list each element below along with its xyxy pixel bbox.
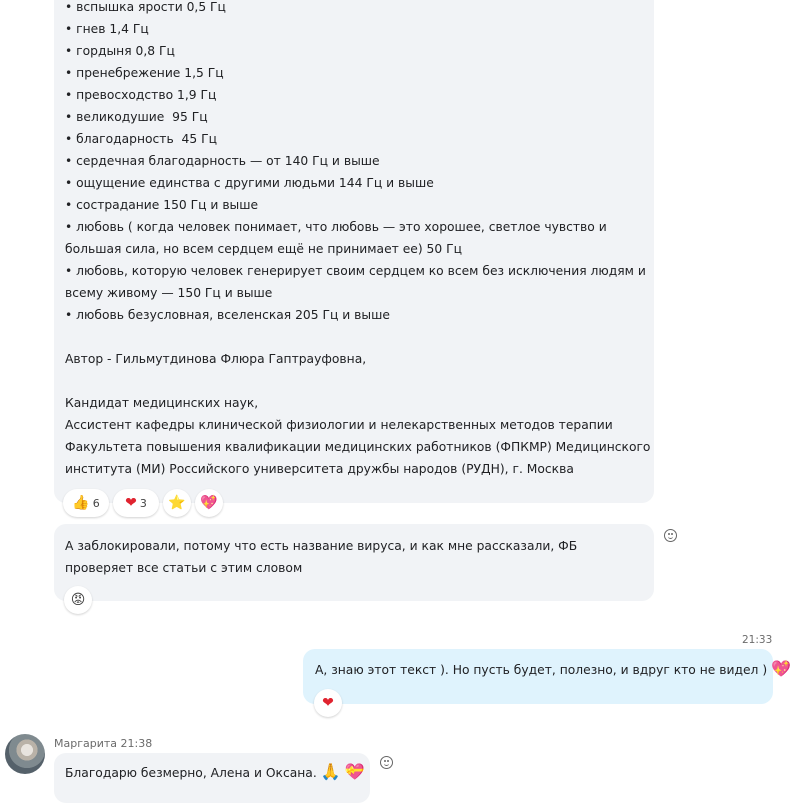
message-line: • сострадание 150 Гц и выше <box>65 198 259 212</box>
message-line: Факультета повышения квалификации медицинских работников (ФПКМР) Медицинского <box>65 440 651 454</box>
message-line: • гнев 1,4 Гц <box>65 22 149 36</box>
message-line: • благодарность 45 Гц <box>65 132 217 146</box>
thumbs-up-icon: 👍 <box>72 495 90 511</box>
message-line: Ассистент кафедры клинической физиологии и нелекарственных методов терапии <box>65 418 613 432</box>
message-line: • гордыня 0,8 Гц <box>65 44 175 58</box>
message-line: • великодушие 95 Гц <box>65 110 208 124</box>
folded-hands-icon: 🙏 <box>320 762 341 781</box>
message-line <box>65 370 650 392</box>
message-body: Благодарю безмерно, Алена и Оксана. <box>65 766 317 780</box>
reaction-count: 3 <box>139 496 147 510</box>
add-reaction-icon[interactable] <box>664 529 677 542</box>
message-line: большая сила, но всем сердцем ещё не принимает ее) 50 Гц <box>65 242 462 256</box>
sender-name-time: Маргарита 21:38 <box>54 737 153 750</box>
add-reaction-icon[interactable] <box>380 756 393 769</box>
reaction-star[interactable] <box>163 489 191 517</box>
message-text <box>315 659 791 681</box>
reaction-bar <box>63 489 223 517</box>
message-body: А, знаю этот текст ). Но пусть будет, полезно, и вдруг кто не видел ) <box>315 663 768 677</box>
reaction-count: 6 <box>92 496 100 510</box>
heart-icon: ❤ <box>125 495 137 511</box>
message-line <box>65 326 650 348</box>
message-line: Автор - Гильмутдинова Флюра Гаптрауфовна, <box>65 352 367 366</box>
reaction-heart[interactable] <box>113 489 159 517</box>
message-line: • любовь, которую человек генерирует своим сердцем ко всем без исключения людям и <box>65 264 646 278</box>
sparkling-heart-icon: 💖 <box>200 495 218 511</box>
message-line: • любовь безусловная, вселенская 205 Гц и выше <box>65 308 390 322</box>
reaction-sparkling-heart[interactable] <box>195 489 223 517</box>
message-line: • сердечная благодарность — от 140 Гц и выше <box>65 154 380 168</box>
star-icon: ⭐ <box>168 495 186 511</box>
message-text <box>65 0 650 480</box>
avatar[interactable] <box>5 734 45 774</box>
message-text <box>65 762 364 784</box>
message-line: • пренебрежение 1,5 Гц <box>65 66 224 80</box>
message-line: Кандидат медицинских наук, <box>65 396 259 410</box>
message-line: всему живому — 150 Гц и выше <box>65 286 273 300</box>
heart-with-ribbon-icon: 💝 <box>344 762 365 781</box>
reaction-angry[interactable] <box>64 586 92 614</box>
heart-icon: ❤ <box>322 695 334 711</box>
message-line: • ощущение единства с другими людьми 144 Гц и выше <box>65 176 434 190</box>
message-line: • превосходство 1,9 Гц <box>65 88 217 102</box>
message-line: • любовь ( когда человек понимает, что любовь — это хорошее, светлое чувство и <box>65 220 607 234</box>
angry-face-icon: 😡 <box>70 592 86 608</box>
reaction-thumbs-up[interactable] <box>63 489 109 517</box>
sparkling-heart-icon: 💖 <box>771 659 791 678</box>
message-text: А заблокировали, потому что есть название вируса, и как мне рассказали, ФБ проверяет все статьи с этим словом <box>65 539 578 575</box>
message-timestamp: 21:33 <box>742 634 773 646</box>
reaction-heart[interactable] <box>314 689 342 717</box>
message-line: • вспышка ярости 0,5 Гц <box>65 0 226 14</box>
message-line: института (МИ) Российского университета дружбы народов (РУДН), г. Москва <box>65 462 574 476</box>
